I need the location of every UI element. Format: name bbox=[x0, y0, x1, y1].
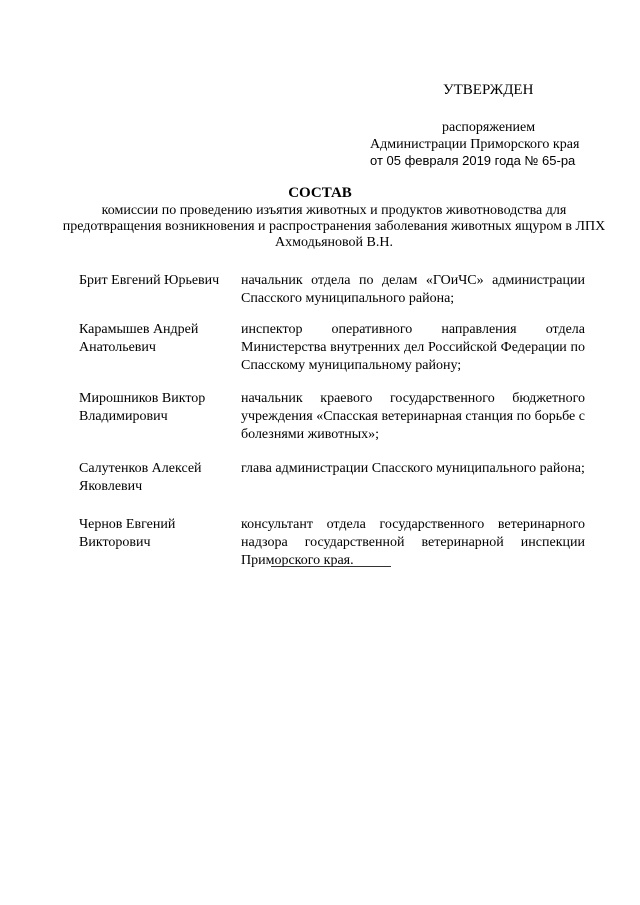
member-role: начальник краевого государственного бюджетного учреждения «Спасская ветеринарная станция по борьбе с болезнями животных»; bbox=[241, 391, 585, 442]
member-row bbox=[79, 321, 585, 375]
member-role: начальник отдела по делам «ГОиЧС» администрации Спасского муниципального района; bbox=[241, 273, 585, 306]
member-name: Салутенков Алексей Яковлевич bbox=[79, 461, 202, 494]
end-divider bbox=[271, 566, 391, 567]
member-role: консультант отдела государственного ветеринарного надзора государственной ветеринарной инспекции Приморского края. bbox=[241, 517, 585, 568]
member-name: Брит Евгений Юрьевич bbox=[79, 273, 220, 288]
document-title: СОСТАВ bbox=[288, 185, 352, 201]
member-row bbox=[79, 390, 585, 444]
member-row bbox=[79, 460, 585, 496]
member-role: глава администрации Спасского муниципального района; bbox=[241, 461, 585, 476]
approval-stamp-title: УТВЕРЖДЕН bbox=[443, 82, 534, 98]
member-row bbox=[79, 272, 585, 308]
document-subtitle: комиссии по проведению изъятия животных и продуктов животноводства для предотвращения возникновения и распространения заболевания животных ящуром в ЛПХ Ахмодьяновой В.Н. bbox=[62, 203, 606, 250]
member-name: Чернов Евгений Викторович bbox=[79, 517, 176, 550]
approval-line-order: распоряжением bbox=[442, 120, 536, 135]
approval-line-authority: Администрации Приморского края bbox=[370, 137, 580, 152]
approval-line-date-number: от 05 февраля 2019 года № 65-ра bbox=[370, 153, 576, 168]
member-row bbox=[79, 516, 585, 570]
member-role: инспектор оперативного направления отдела Министерства внутренних дел Российской Федерации по Спасскому муниципальному району; bbox=[241, 322, 585, 373]
member-name: Карамышев Андрей Анатольевич bbox=[79, 322, 199, 355]
member-name: Мирошников Виктор Владимирович bbox=[79, 391, 206, 424]
members-list bbox=[79, 272, 585, 584]
